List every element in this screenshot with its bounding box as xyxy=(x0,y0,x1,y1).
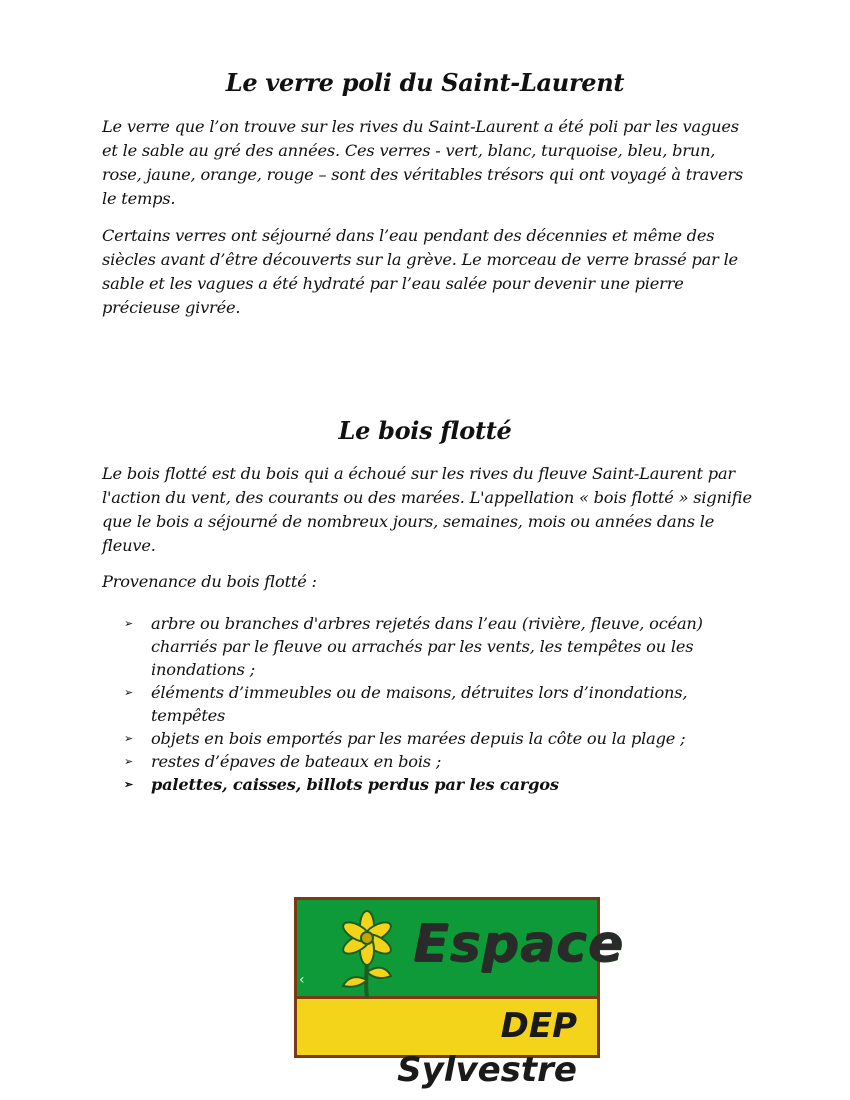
paragraph-bois-intro: Le bois flotté est du bois qui a échoué sur les rives du fleuve Saint-Laurent par l'action du vent, des courants ou des marées. L'appellation « bois flotté » signifie que le bois a séjourné de nombreux jours, semaines, mois ou années dans le fleuve. xyxy=(102,464,752,555)
chevron-right-icon: ➢ xyxy=(124,617,134,630)
paragraph-provenance-label: Provenance du bois flotté : xyxy=(102,572,317,591)
section-title-verre-poli: Le verre poli du Saint-Laurent xyxy=(225,68,625,97)
paragraph-verre-details: Certains verres ont séjourné dans l’eau pendant des décennies et même des siècles avant d’être découverts sur la grève. Le morceau de verre brassé par le sable et les vagues a été hydraté par l’eau salée pour devenir une pierre précieuse givrée. xyxy=(102,226,738,317)
paragraph-verre-intro: Le verre que l’on trouve sur les rives du Saint-Laurent a été poli par les vagues et le sable au gré des années. Ces verres - vert, blanc, turquoise, bleu, brun, rose, jaune, orange, rouge – sont des véritables trésors qui ont voyagé à travers le temps. xyxy=(102,117,744,208)
chevron-right-icon: ➢ xyxy=(124,755,134,768)
chevron-right-icon: ➢ xyxy=(124,778,134,791)
list-item xyxy=(124,681,764,727)
chevron-right-icon: ➢ xyxy=(124,686,134,699)
section-title-bois-flotte: Le bois flotté xyxy=(338,416,512,445)
list-item xyxy=(124,750,764,773)
flower-icon xyxy=(329,908,405,1000)
list-item-text: arbre ou branches d'arbres rejetés dans l’eau (rivière, fleuve, océan) charriés par le fleuve ou arrachés par les vents, les tempêtes ou les inondations ; xyxy=(151,614,703,679)
logo-dep-sylvestre-text: DEP Sylvestre xyxy=(397,1006,577,1090)
list-item xyxy=(124,773,764,796)
provenance-list xyxy=(124,612,764,796)
list-item-text: palettes, caisses, billots perdus par les cargos xyxy=(151,775,559,794)
list-item-text: éléments d’immeubles ou de maisons, détruites lors d’inondations, tempêtes xyxy=(151,683,688,725)
list-item xyxy=(124,727,764,750)
list-item xyxy=(124,612,764,681)
list-item-text: objets en bois emportés par les marées depuis la côte ou la plage ; xyxy=(151,729,686,748)
list-item-text: restes d’épaves de bateaux en bois ; xyxy=(151,752,442,771)
espace-dep-sylvestre-logo xyxy=(294,897,624,1090)
chevron-right-icon: ➢ xyxy=(124,732,134,745)
chevron-left-icon: ‹ xyxy=(299,972,305,988)
logo-espace-text: Espace xyxy=(413,914,624,974)
